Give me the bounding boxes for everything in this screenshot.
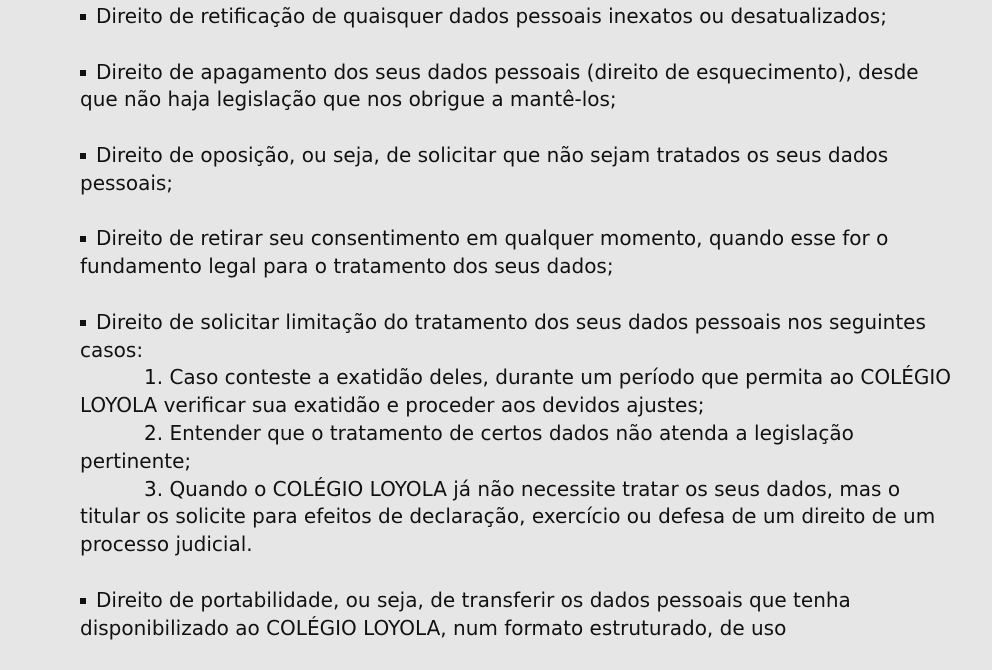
right-withdraw-consent [80,225,960,281]
bullet-icon [80,14,86,20]
right-restriction-text: Direito de solicitar limitação do tratamento dos seus dados pessoais nos seguintes casos: [80,309,926,362]
right-erasure-text: Direito de apagamento dos seus dados pessoais (direito de esquecimento), desde que não haja legislação que nos obrigue a mantê-los; [80,59,919,112]
right-objection [80,142,960,198]
right-rectification [80,3,960,31]
bullet-icon [80,320,86,326]
right-restriction [80,309,960,559]
right-objection-text: Direito de oposição, ou seja, de solicitar que não sejam tratados os seus dados pessoais; [80,142,889,195]
right-withdraw-consent-text: Direito de retirar seu consentimento em qualquer momento, quando esse for o fundamento legal para o tratamento dos seus dados; [80,226,889,279]
bullet-icon [80,236,86,242]
right-rectification-text: Direito de retificação de quaisquer dados pessoais inexatos ou desatualizados; [96,4,887,28]
right-portability [80,587,960,643]
restriction-case-1: 1. Caso conteste a exatidão deles, durante um período que permita ao COLÉGIO LOYOLA verificar sua exatidão e proceder aos devidos ajustes; [80,365,951,418]
restriction-case-3: 3. Quando o COLÉGIO LOYOLA já não necessite tratar os seus dados, mas o titular os solicite para efeitos de declaração, exercício ou defesa de um direito de um processo judicial. [80,476,936,557]
bullet-icon [80,153,86,159]
document-body [80,3,960,670]
bullet-icon [80,598,86,604]
restriction-case-2: 2. Entender que o tratamento de certos dados não atenda a legislação pertinente; [80,420,854,473]
right-portability-text: Direito de portabilidade, ou seja, de transferir os dados pessoais que tenha disponibilizado ao COLÉGIO LOYOLA, num formato estruturado, de uso [80,587,851,640]
right-erasure [80,59,960,115]
bullet-icon [80,70,86,76]
